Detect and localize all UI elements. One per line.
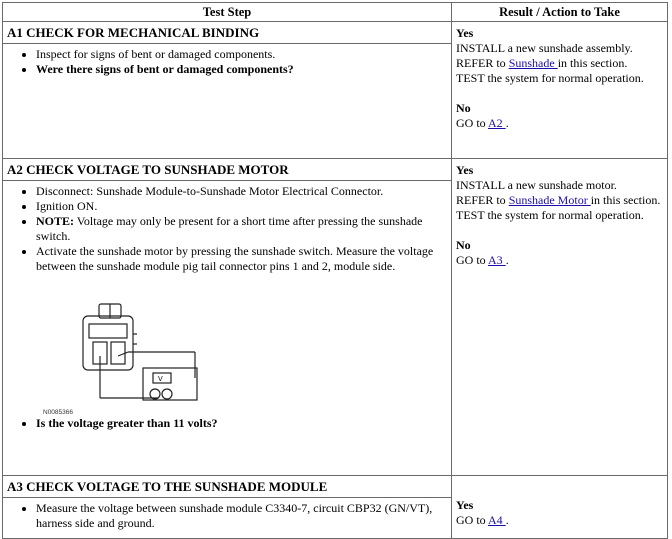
step-a2-result [452, 159, 667, 268]
goto-text: GO to A2 . [456, 115, 509, 130]
result-text: REFER to Sunshade in this section. [456, 55, 628, 70]
connector-top-slot [89, 324, 127, 338]
list-item: • Measure the voltage between sunshade module C3340-7, circuit CBP32 (GN/VT), harness side and ground. [36, 501, 451, 531]
list-item: • Inspect for signs of bent or damaged components. [36, 47, 451, 62]
sunshade-link[interactable]: Sunshade [508, 55, 558, 70]
step-a1-title: A1 CHECK FOR MECHANICAL BINDING [7, 25, 260, 40]
goto-text: GO to A4 . [456, 512, 509, 527]
step-a3-result [452, 494, 667, 528]
goto-a2-link[interactable]: A2 [488, 115, 506, 130]
result-text: REFER to Sunshade Motor in this section. TEST the system for normal operation. [456, 192, 661, 222]
result-text: INSTALL a new sunshade motor. [456, 177, 617, 192]
connector-pin-2 [111, 342, 125, 364]
probe-wire-2 [118, 352, 128, 356]
goto-a3-link[interactable]: A3 [488, 252, 506, 267]
step-a1-question: • Were there signs of bent or damaged components? [36, 62, 451, 77]
no-label: No [456, 100, 471, 115]
header-result: Result / Action to Take [452, 3, 668, 22]
figure-id: N0085366 [43, 409, 73, 414]
sunshade-motor-link[interactable]: Sunshade Motor [508, 192, 591, 207]
yes-label: Yes [456, 162, 474, 177]
step-a1-list [3, 47, 451, 77]
meter-label: V [158, 376, 163, 383]
goto-text: GO to A3 . [456, 252, 509, 267]
connector-voltmeter-diagram [3, 274, 451, 414]
goto-a4-link[interactable]: A4 [488, 512, 506, 527]
step-a2-question: • Is the voltage greater than 11 volts? [36, 416, 451, 431]
test-step-table [2, 2, 668, 539]
result-text: INSTALL a new sunshade assembly. [456, 40, 633, 55]
result-text: TEST the system for normal operation. [456, 70, 644, 85]
step-a2-body-row [3, 181, 668, 476]
header-test-step: Test Step [3, 3, 452, 22]
step-a1-body-row [3, 44, 668, 159]
note-label: NOTE: [36, 214, 75, 228]
list-item: • Ignition ON. [36, 199, 451, 214]
list-item: • Activate the sunshade motor by pressing the sunshade switch. Measure the voltage between the sunshade module pig tail connector pins 1 and 2, module side. [36, 244, 451, 274]
wiring-diagram [3, 274, 452, 414]
step-a2-list [3, 184, 451, 274]
step-a2-title: A2 CHECK VOLTAGE TO SUNSHADE MOTOR [7, 162, 289, 177]
list-item: • NOTE: Voltage may only be present for a short time after pressing the sunshade switch. [36, 214, 451, 244]
table-header-row [3, 3, 668, 22]
yes-label: Yes [456, 25, 474, 40]
step-a1-result [452, 22, 667, 131]
step-a3-body-row [3, 498, 668, 539]
step-a3-title: A3 CHECK VOLTAGE TO THE SUNSHADE MODULE [7, 479, 328, 494]
list-item: • Disconnect: Sunshade Module-to-Sunshade Motor Electrical Connector. [36, 184, 451, 199]
step-a3-list [3, 501, 451, 531]
no-label: No [456, 237, 471, 252]
meter-terminal-2 [162, 389, 172, 399]
yes-label: Yes [456, 497, 474, 512]
